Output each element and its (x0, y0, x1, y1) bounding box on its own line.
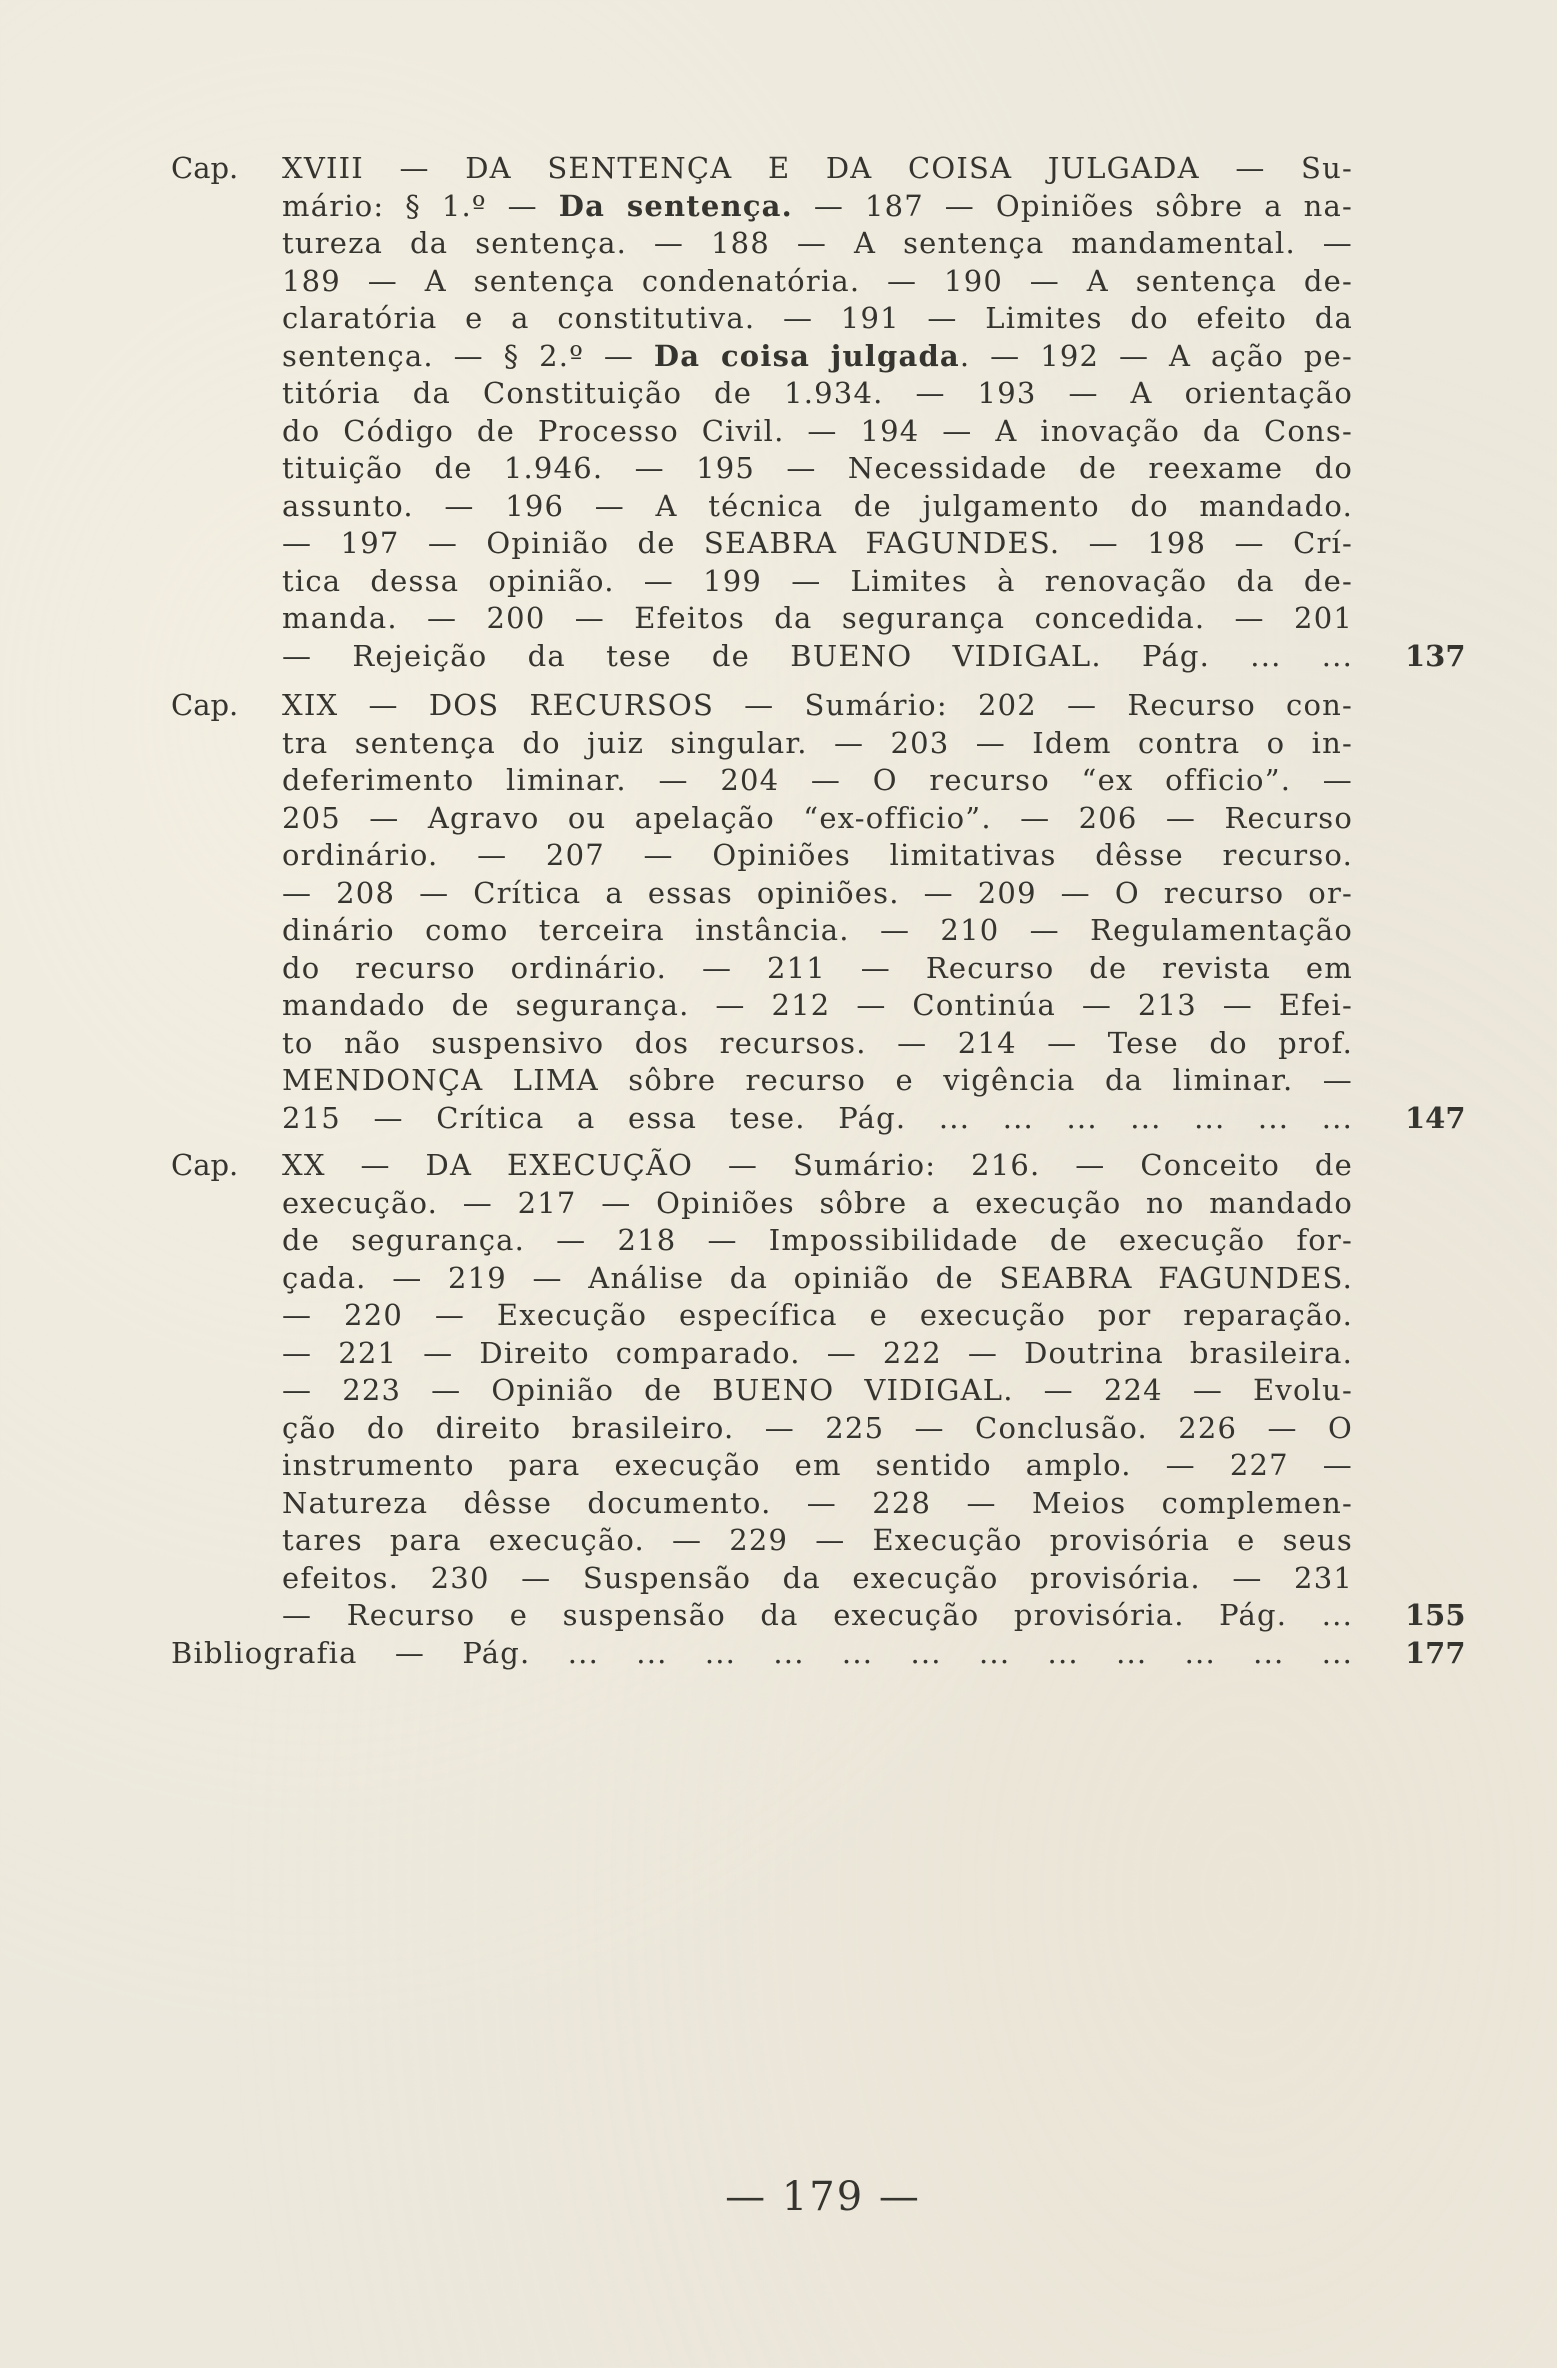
text-run: tares para execução. — 229 — Execução provisória e seus (282, 1523, 1353, 1557)
chapter-summary-line (282, 1100, 1353, 1138)
text-run: — 197 — Opinião de SEABRA FAGUNDES. — 198 — Crí- (282, 526, 1353, 560)
text-run: ordinário. — 207 — Opiniões limitativas dêsse recurso. (282, 838, 1353, 872)
chapter-summary-line (282, 1260, 1353, 1298)
chapter-page-number: 155 (1405, 1598, 1466, 1632)
chapter-summary-line (282, 638, 1353, 676)
chapter-summary-line (282, 1560, 1353, 1598)
chapter-summary-line (282, 1297, 1353, 1335)
chapter-summary-line (282, 150, 1353, 188)
chapter-summary-line (282, 800, 1353, 838)
text-run: — Recurso e suspensão da execução provisória. Pág. ... (282, 1598, 1353, 1632)
chapter-summary-line (282, 1147, 1353, 1185)
chapter-summary-line (282, 450, 1353, 488)
chapter-summary-line (282, 1222, 1353, 1260)
text-run: efeitos. 230 — Suspensão da execução provisória. — 231 (282, 1560, 1353, 1595)
chapter-summary-line (282, 837, 1353, 875)
chapter-summary-line (282, 188, 1353, 226)
text-run: tureza da sentença. — 188 — A sentença mandamental. — (282, 226, 1353, 260)
text-run: do Código de Processo Civil. — 194 — A inovação da Cons- (282, 413, 1353, 448)
text-run: — 187 — Opiniões sôbre a na- (792, 188, 1353, 223)
text-run: tica dessa opinião. — 199 — Limites à renovação da de- (282, 563, 1353, 598)
chapter-summary-line (282, 1410, 1353, 1448)
chapter-summary-line (282, 875, 1353, 913)
chapter-summary-line (282, 375, 1353, 413)
chapter-summary-line (282, 300, 1353, 338)
bibliography-page-number: 177 (1405, 1635, 1466, 1670)
chapter-summary-line (282, 1447, 1353, 1485)
text-run: 189 — A sentença condenatória. — 190 — A sentença de- (282, 263, 1353, 298)
chapter-summary-line (282, 987, 1353, 1025)
text-run: instrumento para execução em sentido amplo. — 227 — (282, 1448, 1353, 1482)
section-heading-bold: Da sentença. (558, 188, 793, 223)
text-run: 215 — Crítica a essa tese. Pág. ... ... ... ... ... ... ... (282, 1100, 1353, 1135)
chapter-summary-line (282, 225, 1353, 263)
text-run: MENDONÇA LIMA sôbre recurso e vigência da liminar. — (282, 1063, 1353, 1097)
chapter-summary-line (282, 912, 1353, 950)
text-run: XIX — DOS RECURSOS — Sumário: 202 — Recurso con- (282, 688, 1353, 722)
chapter-summary-line (282, 1062, 1353, 1100)
chapter-summary-line (282, 413, 1353, 451)
chapter-page-number: 147 (1405, 1100, 1466, 1135)
chapter-summary-line (282, 1372, 1353, 1410)
chapter-label: Cap. (171, 1148, 239, 1182)
text-run: sentença. — § 2.º — (282, 338, 654, 373)
chapter-summary-line (282, 762, 1353, 800)
text-run: Natureza dêsse documento. — 228 — Meios complemen- (282, 1485, 1353, 1520)
chapter-summary-line (282, 263, 1353, 301)
text-run: deferimento liminar. — 204 — O recurso “ex officio”. — (282, 763, 1353, 797)
chapter-summary-line (282, 950, 1353, 988)
chapter-summary-line (282, 1485, 1353, 1523)
text-run: XX — DA EXECUÇÃO — Sumário: 216. — Conceito de (282, 1148, 1353, 1182)
chapter-summary-line (282, 725, 1353, 763)
text-run: — 223 — Opinião de BUENO VIDIGAL. — 224 — Evolu- (282, 1373, 1353, 1407)
text-run: tra sentença do juiz singular. — 203 — Idem contra o in- (282, 725, 1353, 760)
chapter-summary-line (282, 600, 1353, 638)
chapter-label: Cap. (171, 688, 239, 722)
text-run: execução. — 217 — Opiniões sôbre a execução no mandado (282, 1185, 1353, 1220)
chapter-summary-line (282, 1597, 1353, 1635)
text-run: . — 192 — A ação pe- (959, 338, 1353, 373)
text-run: to não suspensivo dos recursos. — 214 — Tese do prof. (282, 1025, 1353, 1060)
text-run: mandado de segurança. — 212 — Continúa — 213 — Efei- (282, 988, 1353, 1022)
text-run: — Rejeição da tese de BUENO VIDIGAL. Pág. ... ... (282, 638, 1353, 673)
text-run: XVIII — DA SENTENÇA E DA COISA JULGADA — Su- (282, 151, 1353, 185)
section-heading-bold: Da coisa julgada (653, 338, 960, 373)
text-run: dinário como terceira instância. — 210 — Regulamentação (282, 913, 1353, 947)
chapter-summary-line (282, 1522, 1353, 1560)
text-run: do recurso ordinário. — 211 — Recurso de revista em (282, 950, 1353, 985)
text-run: — 220 — Execução específica e execução por reparação. (282, 1298, 1353, 1332)
chapter-summary-line (282, 525, 1353, 563)
text-run: assunto. — 196 — A técnica de julgamento do mandado. (282, 488, 1353, 523)
bibliography-entry: Bibliografia — Pág. ... ... ... ... ... ... ... ... ... ... ... ... (171, 1635, 1353, 1670)
chapter-label: Cap. (171, 151, 239, 185)
text-run: tituição de 1.946. — 195 — Necessidade de reexame do (282, 451, 1353, 485)
chapter-summary-line (282, 687, 1353, 725)
text-run: de segurança. — 218 — Impossibilidade de execução for- (282, 1223, 1353, 1257)
chapter-summary-line (282, 338, 1353, 376)
text-run: manda. — 200 — Efeitos da segurança concedida. — 201 (282, 601, 1353, 635)
text-run: 205 — Agravo ou apelação “ex-officio”. — 206 — Recurso (282, 800, 1353, 835)
text-run: titória da Constituição de 1.934. — 193 — A orientação (282, 376, 1353, 410)
chapter-summary-line (282, 1335, 1353, 1373)
text-run: — 221 — Direito comparado. — 222 — Doutrina brasileira. (282, 1335, 1353, 1370)
chapter-summary-line (282, 488, 1353, 526)
text-run: ção do direito brasileiro. — 225 — Conclusão. 226 — O (282, 1410, 1353, 1445)
text-run: claratória e a constitutiva. — 191 — Limites do efeito da (282, 301, 1353, 335)
text-run: — 208 — Crítica a essas opiniões. — 209 — O recurso or- (282, 875, 1353, 910)
text-run: çada. — 219 — Análise da opinião de SEABRA FAGUNDES. (282, 1260, 1353, 1295)
text-run: mário: § 1.º — (282, 188, 559, 223)
chapter-page-number: 137 (1405, 638, 1466, 673)
chapter-summary-line (282, 1025, 1353, 1063)
chapter-summary-line (282, 563, 1353, 601)
page-folio: — 179 — (725, 2174, 921, 2220)
chapter-summary-line (282, 1185, 1353, 1223)
